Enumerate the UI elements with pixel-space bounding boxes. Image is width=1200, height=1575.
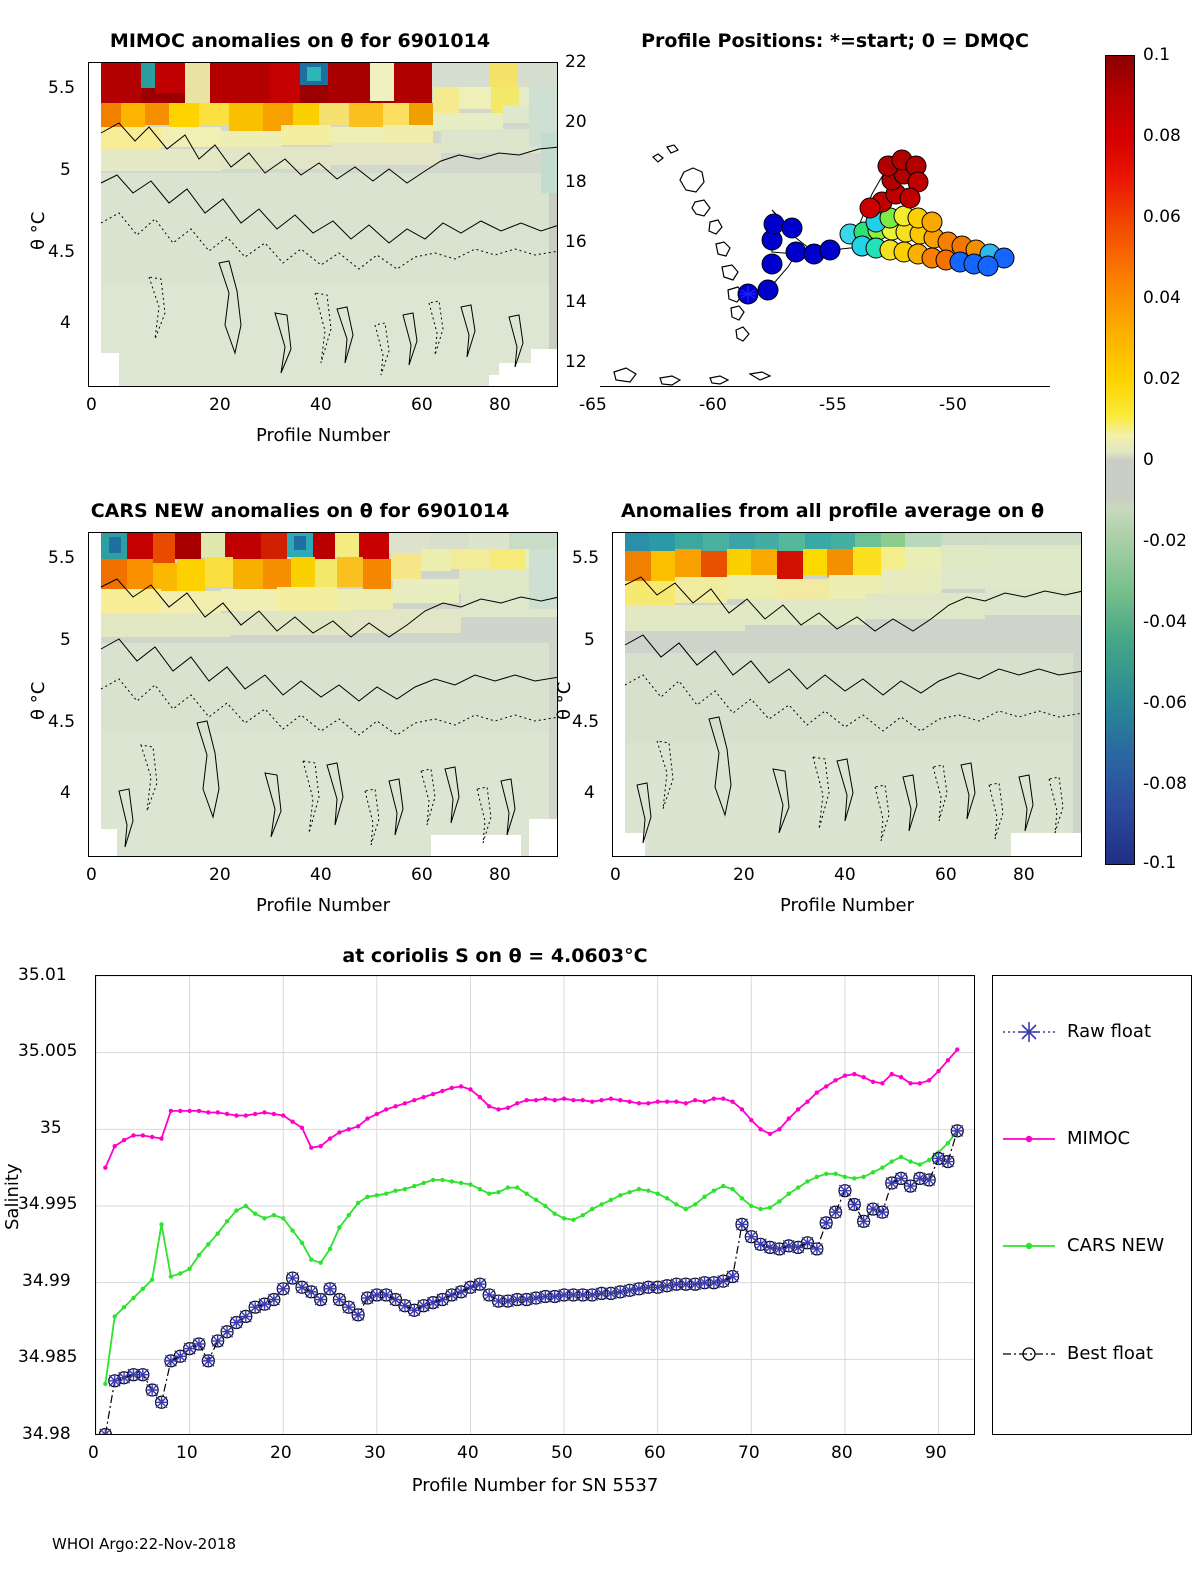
allprof-ytick-0: 4	[584, 783, 595, 803]
panel-positions-title: Profile Positions: *=start; 0 = DMQC	[641, 30, 1029, 52]
allprof-heatmap	[613, 533, 1082, 857]
figure-footer: WHOI Argo:22-Nov-2018	[52, 1535, 236, 1553]
cars-xtick-0: 0	[86, 865, 97, 885]
series-xtick-7: 70	[738, 1443, 760, 1463]
cars-xtick-1: 20	[209, 865, 231, 885]
legend-samples	[993, 976, 1191, 1434]
series-axes	[95, 975, 975, 1435]
positions-xtick-3: -50	[939, 395, 967, 415]
cars-xlabel: Profile Number	[256, 895, 390, 916]
allprof-xtick-0: 0	[610, 865, 621, 885]
mimoc-heatmap	[89, 63, 558, 387]
positions-xtick-0: -65	[579, 395, 607, 415]
positions-xtick-1: -60	[699, 395, 727, 415]
series-ytick-3: 34.995	[18, 1194, 78, 1214]
mimoc-xtick-4: 80	[489, 395, 511, 415]
positions-map	[600, 62, 1050, 387]
panel-profile-positions	[565, 0, 1095, 460]
allprof-ylabel: θ °C	[554, 681, 575, 720]
mimoc-ytick-0: 4	[60, 313, 71, 333]
positions-ytick-1: 14	[565, 292, 587, 312]
series-xtick-0: 0	[88, 1443, 99, 1463]
colorbar-tick-1: 0.08	[1143, 126, 1181, 146]
positions-axes	[600, 62, 1050, 387]
cars-heatmap	[89, 533, 558, 857]
cars-xtick-2: 40	[310, 865, 332, 885]
legend-label-cars-new: CARS NEW	[1067, 1235, 1165, 1256]
mimoc-ytick-3: 5.5	[48, 78, 76, 98]
series-xtick-1: 10	[176, 1443, 198, 1463]
mimoc-xlabel: Profile Number	[256, 425, 390, 446]
panel-mimoc-title: MIMOC anomalies on θ for 6901014	[109, 30, 491, 52]
allprof-axes	[612, 532, 1082, 857]
legend-label-mimoc: MIMOC	[1067, 1128, 1131, 1149]
mimoc-ytick-1: 4.5	[48, 242, 76, 262]
cars-ytick-0: 4	[60, 783, 71, 803]
colorbar-panel	[1105, 45, 1200, 873]
panel-allprofile-anomalies	[554, 470, 1105, 930]
panel-salinity-series	[0, 930, 1200, 1530]
series-xtick-4: 40	[457, 1443, 479, 1463]
mimoc-xtick-3: 60	[411, 395, 433, 415]
legend-label-raw-float: Raw float	[1067, 1021, 1152, 1042]
allprof-xtick-1: 20	[733, 865, 755, 885]
legend-label-best-float: Best float	[1067, 1343, 1154, 1364]
colorbar-gradient	[1106, 56, 1134, 864]
series-xtick-8: 80	[831, 1443, 853, 1463]
colorbar-tick-9: -0.08	[1143, 774, 1187, 794]
mimoc-xtick-0: 0	[86, 395, 97, 415]
series-legend	[992, 975, 1192, 1435]
series-xtick-9: 90	[925, 1443, 947, 1463]
colorbar-tick-10: -0.1	[1143, 853, 1177, 873]
positions-ytick-5: 22	[565, 52, 587, 72]
series-ytick-5: 35.005	[18, 1041, 78, 1061]
colorbar-tick-7: -0.04	[1143, 612, 1187, 632]
colorbar-tick-3: 0.04	[1143, 288, 1181, 308]
series-ylabel: Salinity	[2, 1163, 23, 1230]
series-ytick-1: 34.985	[18, 1347, 78, 1367]
series-ytick-2: 34.99	[22, 1271, 71, 1291]
mimoc-xtick-2: 40	[310, 395, 332, 415]
positions-ytick-3: 18	[565, 172, 587, 192]
panel-cars-anomalies	[0, 470, 600, 930]
allprof-xtick-3: 60	[935, 865, 957, 885]
cars-xtick-4: 80	[489, 865, 511, 885]
positions-ytick-4: 20	[565, 112, 587, 132]
mimoc-xtick-1: 20	[209, 395, 231, 415]
cars-ytick-2: 5	[60, 630, 71, 650]
cars-ylabel: θ °C	[28, 681, 49, 720]
panel-mimoc-anomalies	[0, 0, 600, 460]
allprof-xtick-2: 40	[834, 865, 856, 885]
positions-ytick-2: 16	[565, 232, 587, 252]
allprof-ytick-2: 5	[584, 630, 595, 650]
cars-ytick-1: 4.5	[48, 712, 76, 732]
colorbar-tick-4: 0.02	[1143, 369, 1181, 389]
colorbar-tick-5: 0	[1143, 450, 1154, 470]
panel-allprof-title: Anomalies from all profile average on θ	[620, 500, 1045, 522]
mimoc-ytick-2: 5	[60, 160, 71, 180]
allprof-ytick-1: 4.5	[572, 712, 600, 732]
allprof-xlabel: Profile Number	[780, 895, 914, 916]
series-xtick-5: 50	[551, 1443, 573, 1463]
series-ytick-4: 35	[40, 1118, 62, 1138]
cars-axes	[88, 532, 558, 857]
series-title: at coriolis S on θ = 4.0603°C	[342, 945, 648, 967]
allprof-xtick-4: 80	[1013, 865, 1035, 885]
series-ytick-0: 34.98	[22, 1424, 71, 1444]
cars-xtick-3: 60	[411, 865, 433, 885]
mimoc-axes	[88, 62, 558, 387]
series-xtick-6: 60	[644, 1443, 666, 1463]
allprof-ytick-3: 5.5	[572, 548, 600, 568]
colorbar-tick-8: -0.06	[1143, 693, 1187, 713]
colorbar	[1105, 55, 1135, 865]
series-plot	[96, 976, 975, 1435]
series-xlabel: Profile Number for SN 5537	[411, 1475, 659, 1496]
panel-cars-title: CARS NEW anomalies on θ for 6901014	[90, 500, 510, 522]
positions-ytick-0: 12	[565, 352, 587, 372]
positions-xtick-2: -55	[819, 395, 847, 415]
colorbar-tick-2: 0.06	[1143, 207, 1181, 227]
series-xtick-2: 20	[270, 1443, 292, 1463]
colorbar-tick-0: 0.1	[1143, 45, 1171, 65]
series-ytick-6: 35.01	[18, 965, 67, 985]
colorbar-tick-6: -0.02	[1143, 531, 1187, 551]
series-xtick-3: 30	[364, 1443, 386, 1463]
cars-ytick-3: 5.5	[48, 548, 76, 568]
mimoc-ylabel: θ °C	[28, 211, 49, 250]
